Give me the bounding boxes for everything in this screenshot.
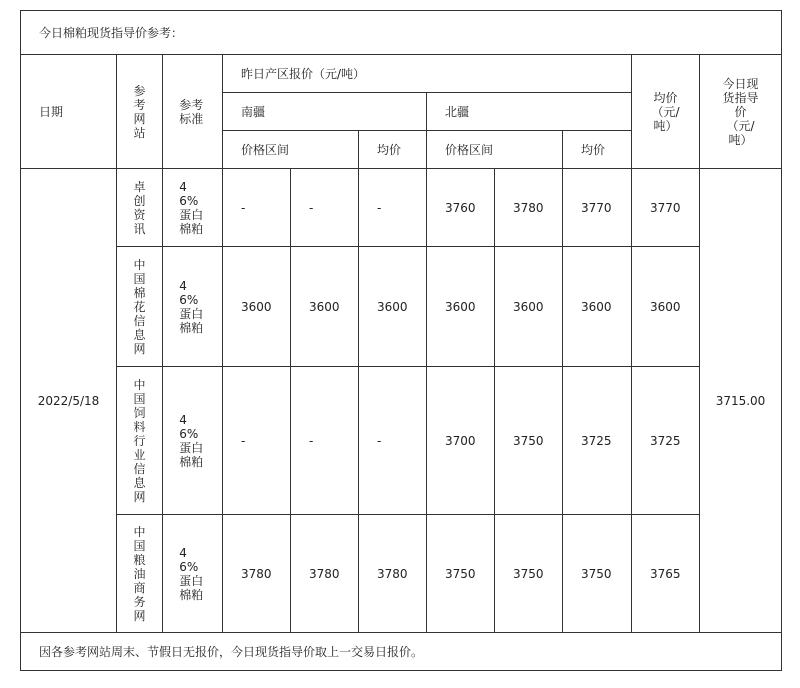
south-avg: 3600 xyxy=(359,247,427,367)
today-price-cell xyxy=(700,169,782,633)
header-today-label: 今日现货指导价（元/吨） xyxy=(722,76,759,147)
header-site-label: 参考网站 xyxy=(133,83,146,140)
standard-cell xyxy=(163,247,223,367)
site-cell xyxy=(117,367,163,515)
header-south xyxy=(223,93,427,131)
south-avg: - xyxy=(359,169,427,247)
header-yesterday-label: 昨日产区报价（元/吨） xyxy=(241,66,366,81)
north-avg: 3750 xyxy=(563,515,632,633)
south-low: - xyxy=(223,169,291,247)
standard-text: 46%蛋白棉粕 xyxy=(179,278,204,335)
north-high: 3750 xyxy=(495,515,563,633)
table-row xyxy=(21,169,782,247)
table-intro xyxy=(21,11,782,55)
header-site xyxy=(117,55,163,169)
north-avg: 3725 xyxy=(563,367,632,515)
south-high: 3600 xyxy=(291,247,359,367)
header-south-label: 南疆 xyxy=(241,104,266,119)
standard-text: 46%蛋白棉粕 xyxy=(179,412,204,469)
north-low: 3750 xyxy=(427,515,495,633)
header-today xyxy=(700,55,782,169)
standard-cell xyxy=(163,515,223,633)
standard-cell xyxy=(163,367,223,515)
header-north-range-label: 价格区间 xyxy=(445,142,494,157)
header-south-range xyxy=(223,131,359,169)
north-low: 3700 xyxy=(427,367,495,515)
footnote-text: 因各参考网站周末、节假日无报价，今日现货指导价取上一交易日报价。 xyxy=(39,644,424,659)
standard-text: 46%蛋白棉粕 xyxy=(179,545,204,602)
header-avg xyxy=(632,55,700,169)
north-low: 3600 xyxy=(427,247,495,367)
south-avg: - xyxy=(359,367,427,515)
header-south-avg-label: 均价 xyxy=(377,142,402,157)
header-standard xyxy=(163,55,223,169)
south-avg: 3780 xyxy=(359,515,427,633)
table-row xyxy=(21,367,782,515)
date-value: 2022/5/18 xyxy=(37,393,100,408)
header-yesterday xyxy=(223,55,632,93)
header-south-avg xyxy=(359,131,427,169)
site-cell xyxy=(117,247,163,367)
site-name: 卓创资讯 xyxy=(133,179,146,236)
site-name: 中国饲料行业信息网 xyxy=(133,377,146,504)
south-high: 3780 xyxy=(291,515,359,633)
south-low: - xyxy=(223,367,291,515)
header-north xyxy=(427,93,632,131)
north-low: 3760 xyxy=(427,169,495,247)
site-name: 中国棉花信息网 xyxy=(133,257,146,356)
site-cell xyxy=(117,169,163,247)
table-row xyxy=(21,515,782,633)
north-high: 3750 xyxy=(495,367,563,515)
price-table xyxy=(20,10,782,671)
south-high: - xyxy=(291,367,359,515)
header-north-label: 北疆 xyxy=(445,104,470,119)
table-row xyxy=(21,247,782,367)
north-high: 3600 xyxy=(495,247,563,367)
north-avg: 3600 xyxy=(563,247,632,367)
north-avg: 3770 xyxy=(563,169,632,247)
header-north-avg-label: 均价 xyxy=(581,142,606,157)
avg-value: 3725 xyxy=(632,367,700,515)
north-high: 3780 xyxy=(495,169,563,247)
standard-cell xyxy=(163,169,223,247)
header-north-range xyxy=(427,131,563,169)
header-standard-label: 参考标准 xyxy=(179,97,204,126)
header-date-label: 日期 xyxy=(39,104,64,119)
today-price-value: 3715.00 xyxy=(715,393,766,408)
avg-value: 3600 xyxy=(632,247,700,367)
header-avg-label: 均价（元/吨） xyxy=(651,90,680,133)
avg-value: 3770 xyxy=(632,169,700,247)
avg-value: 3765 xyxy=(632,515,700,633)
header-date xyxy=(21,55,117,169)
standard-text: 46%蛋白棉粕 xyxy=(179,179,204,236)
table-footnote xyxy=(21,633,782,671)
south-low: 3600 xyxy=(223,247,291,367)
south-high: - xyxy=(291,169,359,247)
header-north-avg xyxy=(563,131,632,169)
south-low: 3780 xyxy=(223,515,291,633)
site-name: 中国粮油商务网 xyxy=(133,524,146,623)
intro-text: 今日棉粕现货指导价参考： xyxy=(39,25,184,40)
site-cell xyxy=(117,515,163,633)
date-cell xyxy=(21,169,117,633)
header-south-range-label: 价格区间 xyxy=(241,142,290,157)
